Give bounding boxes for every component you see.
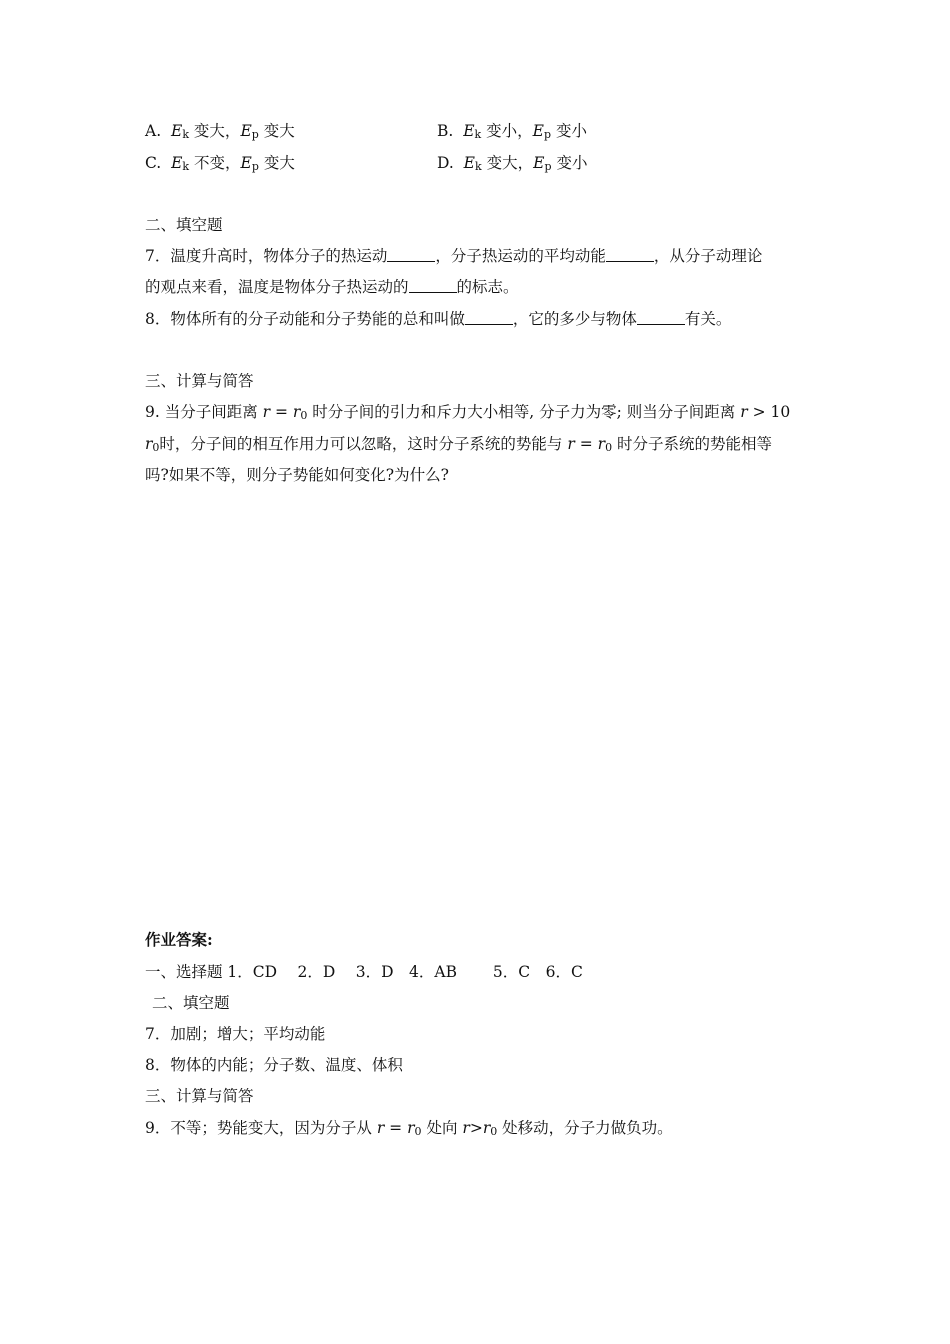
option-c: C. Ek 不变，Ep 变大 <box>145 154 295 173</box>
question-9-line-1: 9. 当分子间距离 r = r0 时分子间的引力和斥力大小相等, 分子力为零; 则当分子间距离 r > 10 <box>145 403 791 422</box>
option-d: D. Ek 变大，Ep 变小 <box>437 154 588 173</box>
fill-heading: 二、填空题 <box>145 216 223 234</box>
answer-8: 8．物体的内能；分子数、温度、体积 <box>145 1056 403 1074</box>
answers-choice: 一、选择题 1．CD 2．D 3．D 4．AB 5．C 6．C <box>145 963 583 981</box>
answers-calc-heading: 三、计算与简答 <box>145 1087 254 1105</box>
question-7-line-2: 的观点来看，温度是物体分子热运动的 的标志。 <box>145 278 519 296</box>
question-9-line-2: r0时，分子间的相互作用力可以忽略，这时分子系统的势能与 r = r0 时分子系统的势能相等 <box>145 435 773 454</box>
blank <box>637 310 685 325</box>
calc-heading: 三、计算与简答 <box>145 372 254 390</box>
blank <box>606 247 654 262</box>
option-b: B. Ek 变小，Ep 变小 <box>437 122 587 141</box>
answers-fill-heading: 二、填空题 <box>152 994 230 1012</box>
question-9-line-3: 吗?如果不等，则分子势能如何变化?为什么? <box>145 466 449 484</box>
answers-title: 作业答案: <box>145 930 213 949</box>
blank <box>465 310 513 325</box>
blank <box>387 247 435 262</box>
blank <box>409 278 457 293</box>
option-a: A. Ek 变大，Ep 变大 <box>145 122 295 141</box>
answer-7: 7．加剧；增大；平均动能 <box>145 1025 326 1043</box>
answer-9: 9．不等；势能变大，因为分子从 r = r0 处向 r>r0 处移动，分子力做负功。 <box>145 1119 673 1138</box>
question-7-line-1: 7．温度升高时，物体分子的热运动 ，分子热运动的平均动能 ，从分子动理论 <box>145 247 763 265</box>
question-8: 8．物体所有的分子动能和分子势能的总和叫做 ，它的多少与物体 有关。 <box>145 310 732 328</box>
